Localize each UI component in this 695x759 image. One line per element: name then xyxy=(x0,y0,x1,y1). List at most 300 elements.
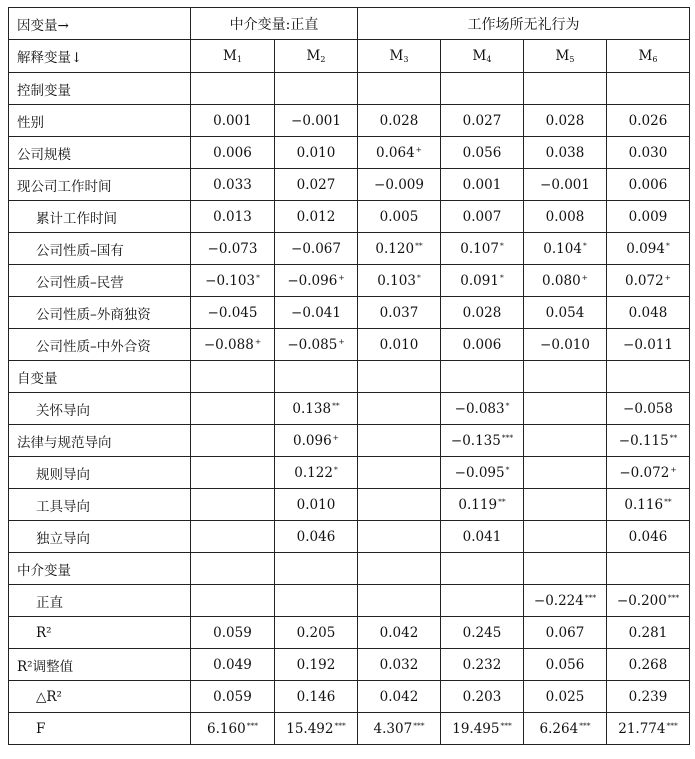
row-label: R² xyxy=(9,617,191,649)
row-label: 法律与规范导向 xyxy=(9,425,191,457)
significance-marker: + xyxy=(254,336,262,346)
row-label: 累计工作时间 xyxy=(9,201,191,233)
coefficient-value: 0.072 xyxy=(625,272,664,289)
coefficient-cell xyxy=(358,617,441,649)
significance-marker: + xyxy=(581,272,588,282)
model-subscript: 1 xyxy=(236,55,242,64)
model-header-m1 xyxy=(191,40,275,73)
row-label: 公司性质–中外合资 xyxy=(9,329,191,361)
coefficient-cell xyxy=(275,457,358,489)
coefficient-cell xyxy=(524,105,607,137)
coefficient-cell xyxy=(358,681,441,713)
coefficient-value: 0.010 xyxy=(296,144,336,161)
coefficient-cell xyxy=(607,457,690,489)
coefficient-value: 0.001 xyxy=(213,112,252,129)
significance-marker: + xyxy=(338,336,345,346)
model-header-m4 xyxy=(441,40,524,73)
coefficient-value: 0.067 xyxy=(545,624,585,641)
row-label: 自变量 xyxy=(9,361,191,393)
coefficient-value: 6.160 xyxy=(207,720,246,737)
coefficient-cell xyxy=(441,233,524,265)
model-header-m3 xyxy=(358,40,441,73)
coefficient-value: 0.030 xyxy=(628,144,668,161)
coefficient-cell xyxy=(358,105,441,137)
table-row xyxy=(9,265,690,297)
coefficient-value: 0.037 xyxy=(379,304,419,321)
coefficient-value: 0.025 xyxy=(545,688,585,705)
coefficient-value: 0.046 xyxy=(296,528,336,545)
coefficient-value: 0.239 xyxy=(628,688,668,705)
coefficient-value: 0.010 xyxy=(296,496,336,513)
coefficient-cell xyxy=(191,105,275,137)
coefficient-cell xyxy=(524,137,607,169)
coefficient-cell xyxy=(191,617,275,649)
coefficient-cell xyxy=(441,137,524,169)
table-row xyxy=(9,393,690,425)
significance-marker: + xyxy=(670,464,677,474)
table-row xyxy=(9,329,690,361)
coefficient-cell xyxy=(607,361,690,393)
coefficient-cell xyxy=(358,457,441,489)
coefficient-value: −0.224 xyxy=(533,592,584,609)
significance-marker: *** xyxy=(246,720,258,730)
table-row xyxy=(9,137,690,169)
coefficient-cell xyxy=(607,585,690,617)
row-label: 控制变量 xyxy=(9,73,191,105)
regression-table xyxy=(8,7,690,745)
table-row xyxy=(9,457,690,489)
coefficient-cell xyxy=(441,297,524,329)
coefficient-cell xyxy=(441,521,524,553)
coefficient-value: −0.115 xyxy=(618,432,669,449)
coefficient-cell xyxy=(358,489,441,521)
coefficient-cell xyxy=(524,329,607,361)
coefficient-value: 0.028 xyxy=(379,112,419,129)
coefficient-cell xyxy=(441,457,524,489)
coefficient-cell xyxy=(191,425,275,457)
coefficient-value: 0.027 xyxy=(462,112,502,129)
coefficient-cell xyxy=(275,169,358,201)
table-row xyxy=(9,713,690,745)
coefficient-value: 0.205 xyxy=(296,624,336,641)
model-base: M xyxy=(389,48,404,64)
row-label: 性别 xyxy=(9,105,191,137)
coefficient-value: 0.054 xyxy=(545,304,585,321)
coefficient-cell xyxy=(275,585,358,617)
coefficient-cell xyxy=(441,105,524,137)
table-row xyxy=(9,585,690,617)
table-row xyxy=(9,233,690,265)
row-label: 公司性质–国有 xyxy=(9,233,191,265)
coefficient-cell xyxy=(441,617,524,649)
coefficient-value: −0.103 xyxy=(205,272,256,289)
coefficient-cell xyxy=(607,681,690,713)
coefficient-cell xyxy=(275,73,358,105)
coefficient-value: 19.495 xyxy=(452,720,500,737)
coefficient-value: 0.138 xyxy=(292,400,332,417)
row-label: 规则导向 xyxy=(9,457,191,489)
coefficient-value: 0.281 xyxy=(628,624,668,641)
coefficient-cell xyxy=(607,393,690,425)
coefficient-cell xyxy=(441,649,524,681)
significance-marker: ** xyxy=(664,496,672,506)
coefficient-value: 0.268 xyxy=(628,656,668,673)
coefficient-cell xyxy=(441,393,524,425)
coefficient-cell xyxy=(191,489,275,521)
coefficient-value: 0.001 xyxy=(462,176,502,193)
table-row xyxy=(9,201,690,233)
row-label: 工具导向 xyxy=(9,489,191,521)
coefficient-cell xyxy=(191,73,275,105)
coefficient-cell xyxy=(191,585,275,617)
coefficient-value: −0.083 xyxy=(454,400,505,417)
coefficient-cell xyxy=(358,649,441,681)
significance-marker: *** xyxy=(334,720,346,730)
significance-marker: * xyxy=(333,464,338,474)
coefficient-cell xyxy=(191,265,275,297)
coefficient-value: 0.006 xyxy=(628,176,668,193)
coefficient-cell xyxy=(358,73,441,105)
coefficient-cell xyxy=(441,73,524,105)
coefficient-value: 0.120 xyxy=(375,240,415,257)
coefficient-cell xyxy=(607,201,690,233)
coefficient-value: 0.064 xyxy=(376,144,415,161)
table-row xyxy=(9,297,690,329)
coefficient-value: −0.058 xyxy=(623,400,673,417)
coefficient-value: −0.085 xyxy=(287,336,338,353)
coefficient-cell xyxy=(275,265,358,297)
coefficient-cell xyxy=(358,233,441,265)
coefficient-cell xyxy=(358,361,441,393)
significance-marker: + xyxy=(332,432,339,442)
coefficient-cell xyxy=(524,649,607,681)
coefficient-cell xyxy=(607,233,690,265)
coefficient-cell xyxy=(441,681,524,713)
coefficient-cell xyxy=(607,649,690,681)
coefficient-value: 0.028 xyxy=(462,304,502,321)
coefficient-value: 0.041 xyxy=(462,528,502,545)
table-row xyxy=(9,73,690,105)
coefficient-value: 0.146 xyxy=(296,688,336,705)
coefficient-value: 0.091 xyxy=(460,272,499,289)
coefficient-value: 0.033 xyxy=(213,176,252,193)
table-row xyxy=(9,105,690,137)
coefficient-cell xyxy=(524,617,607,649)
model-header-m5 xyxy=(524,40,607,73)
model-subscript: 4 xyxy=(486,55,492,64)
model-subscript: 3 xyxy=(403,55,409,64)
coefficient-value: 0.122 xyxy=(294,464,333,481)
coefficient-cell xyxy=(441,329,524,361)
coefficient-value: −0.072 xyxy=(619,464,670,481)
coefficient-value: 0.107 xyxy=(460,240,499,257)
coefficient-value: 0.042 xyxy=(379,688,419,705)
coefficient-cell xyxy=(358,425,441,457)
coefficient-cell xyxy=(607,713,690,745)
coefficient-cell xyxy=(275,713,358,745)
coefficient-cell xyxy=(607,73,690,105)
coefficient-cell xyxy=(607,137,690,169)
coefficient-value: 0.056 xyxy=(462,144,502,161)
coefficient-cell xyxy=(275,681,358,713)
coefficient-value: 0.010 xyxy=(379,336,419,353)
group-header-mediator: 中介变量:正直 xyxy=(191,8,358,40)
table-row xyxy=(9,361,690,393)
coefficient-cell xyxy=(191,713,275,745)
model-header-m2 xyxy=(275,40,358,73)
coefficient-cell xyxy=(275,393,358,425)
coefficient-value: −0.001 xyxy=(540,176,590,193)
coefficient-value: 0.192 xyxy=(296,656,336,673)
coefficient-cell xyxy=(441,169,524,201)
row-label: 正直 xyxy=(9,585,191,617)
coefficient-cell xyxy=(275,553,358,585)
coefficient-value: 0.048 xyxy=(628,304,668,321)
coefficient-value: 0.203 xyxy=(462,688,502,705)
coefficient-value: −0.041 xyxy=(291,304,341,321)
coefficient-cell xyxy=(358,521,441,553)
coefficient-cell xyxy=(524,265,607,297)
coefficient-cell xyxy=(524,73,607,105)
coefficient-value: −0.011 xyxy=(623,336,673,353)
significance-marker: + xyxy=(664,272,671,282)
coefficient-value: −0.073 xyxy=(207,240,258,257)
coefficient-cell xyxy=(191,361,275,393)
table-row xyxy=(9,425,690,457)
significance-marker: ** xyxy=(415,240,423,250)
coefficient-cell xyxy=(191,553,275,585)
coefficient-cell xyxy=(524,233,607,265)
table-row xyxy=(9,553,690,585)
row-label: △R² xyxy=(9,681,191,713)
coefficient-value: −0.010 xyxy=(540,336,590,353)
coefficient-value: 0.009 xyxy=(628,208,668,225)
coefficient-cell xyxy=(607,553,690,585)
header-row-groups xyxy=(9,8,690,40)
coefficient-cell xyxy=(191,681,275,713)
significance-marker: * xyxy=(499,240,504,250)
coefficient-cell xyxy=(275,233,358,265)
coefficient-value: −0.067 xyxy=(291,240,341,257)
coefficient-cell xyxy=(191,201,275,233)
coefficient-value: 21.774 xyxy=(618,720,666,737)
coefficient-cell xyxy=(524,297,607,329)
row-label: 公司性质–外商独资 xyxy=(9,297,191,329)
coefficient-value: 0.008 xyxy=(545,208,585,225)
coefficient-cell xyxy=(524,521,607,553)
coefficient-cell xyxy=(524,201,607,233)
coefficient-cell xyxy=(358,553,441,585)
coefficient-cell xyxy=(607,169,690,201)
coefficient-cell xyxy=(441,553,524,585)
coefficient-cell xyxy=(275,361,358,393)
coefficient-cell xyxy=(441,713,524,745)
coefficient-cell xyxy=(358,393,441,425)
coefficient-cell xyxy=(524,713,607,745)
coefficient-cell xyxy=(524,361,607,393)
coefficient-value: 0.245 xyxy=(462,624,502,641)
corner-explanatory-label: 解释变量↓ xyxy=(9,40,191,73)
row-label: 独立导向 xyxy=(9,521,191,553)
coefficient-value: 0.049 xyxy=(213,656,252,673)
significance-marker: *** xyxy=(501,432,514,442)
coefficient-value: −0.095 xyxy=(454,464,505,481)
coefficient-value: 0.232 xyxy=(462,656,502,673)
coefficient-value: 6.264 xyxy=(539,720,579,737)
row-label: 公司性质–民营 xyxy=(9,265,191,297)
coefficient-cell xyxy=(358,329,441,361)
row-label: 现公司工作时间 xyxy=(9,169,191,201)
coefficient-value: 0.104 xyxy=(543,240,582,257)
group-header-outcome: 工作场所无礼行为 xyxy=(358,8,690,40)
coefficient-cell xyxy=(191,521,275,553)
coefficient-value: 0.028 xyxy=(545,112,585,129)
table-row xyxy=(9,169,690,201)
coefficient-cell xyxy=(275,297,358,329)
coefficient-cell xyxy=(524,489,607,521)
coefficient-value: 0.046 xyxy=(628,528,668,545)
coefficient-cell xyxy=(358,297,441,329)
coefficient-cell xyxy=(524,457,607,489)
significance-marker: ** xyxy=(669,432,678,442)
coefficient-cell xyxy=(191,393,275,425)
coefficient-cell xyxy=(191,329,275,361)
coefficient-cell xyxy=(524,553,607,585)
significance-marker: *** xyxy=(666,720,678,730)
coefficient-value: 0.032 xyxy=(379,656,419,673)
coefficient-value: 0.027 xyxy=(296,176,336,193)
significance-marker: * xyxy=(582,240,587,250)
model-base: M xyxy=(555,48,570,64)
coefficient-cell xyxy=(524,393,607,425)
significance-marker: * xyxy=(256,272,260,282)
coefficient-value: 0.038 xyxy=(545,144,585,161)
coefficient-value: 0.080 xyxy=(542,272,581,289)
coefficient-cell xyxy=(358,169,441,201)
coefficient-value: −0.001 xyxy=(291,112,341,129)
coefficient-value: −0.200 xyxy=(616,592,667,609)
coefficient-value: 0.096 xyxy=(293,432,332,449)
coefficient-cell xyxy=(524,425,607,457)
coefficient-cell xyxy=(358,265,441,297)
table-row xyxy=(9,489,690,521)
table-row xyxy=(9,681,690,713)
coefficient-cell xyxy=(275,489,358,521)
coefficient-cell xyxy=(358,585,441,617)
coefficient-cell xyxy=(441,585,524,617)
coefficient-cell xyxy=(191,457,275,489)
significance-marker: * xyxy=(499,272,504,282)
coefficient-value: 0.056 xyxy=(545,656,585,673)
significance-marker: + xyxy=(338,272,345,282)
coefficient-cell xyxy=(358,713,441,745)
row-label: 关怀导向 xyxy=(9,393,191,425)
model-base: M xyxy=(306,48,321,64)
coefficient-cell xyxy=(358,137,441,169)
coefficient-cell xyxy=(275,425,358,457)
coefficient-cell xyxy=(275,521,358,553)
coefficient-value: 15.492 xyxy=(286,720,334,737)
significance-marker: ** xyxy=(332,400,340,410)
header-row-models xyxy=(9,40,690,73)
coefficient-cell xyxy=(191,649,275,681)
coefficient-value: −0.045 xyxy=(207,304,258,321)
coefficient-value: 0.094 xyxy=(626,240,665,257)
coefficient-cell xyxy=(441,425,524,457)
coefficient-cell xyxy=(358,201,441,233)
table-body xyxy=(9,8,690,745)
row-label: 中介变量 xyxy=(9,553,191,585)
coefficient-cell xyxy=(191,233,275,265)
coefficient-cell xyxy=(275,649,358,681)
coefficient-cell xyxy=(441,201,524,233)
model-subscript: 5 xyxy=(569,55,575,64)
coefficient-cell xyxy=(607,521,690,553)
coefficient-value: 0.042 xyxy=(379,624,419,641)
coefficient-value: 4.307 xyxy=(373,720,413,737)
coefficient-cell xyxy=(191,137,275,169)
significance-marker: * xyxy=(505,400,510,410)
coefficient-cell xyxy=(607,617,690,649)
coefficient-value: 0.026 xyxy=(628,112,668,129)
coefficient-cell xyxy=(607,265,690,297)
coefficient-cell xyxy=(607,425,690,457)
coefficient-value: −0.088 xyxy=(203,336,254,353)
coefficient-cell xyxy=(607,105,690,137)
row-label: F xyxy=(9,713,191,745)
coefficient-value: 0.012 xyxy=(296,208,336,225)
coefficient-value: 0.013 xyxy=(213,208,252,225)
coefficient-cell xyxy=(275,105,358,137)
model-header-m6 xyxy=(607,40,690,73)
row-label: R²调整值 xyxy=(9,649,191,681)
significance-marker: * xyxy=(665,240,670,250)
coefficient-cell xyxy=(441,489,524,521)
row-label: 公司规模 xyxy=(9,137,191,169)
table-row xyxy=(9,521,690,553)
coefficient-value: −0.096 xyxy=(287,272,338,289)
coefficient-value: −0.009 xyxy=(374,176,424,193)
coefficient-cell xyxy=(191,169,275,201)
significance-marker: ** xyxy=(498,496,506,506)
coefficient-cell xyxy=(191,297,275,329)
model-subscript: 6 xyxy=(652,55,658,64)
significance-marker: * xyxy=(505,464,510,474)
coefficient-value: 0.116 xyxy=(624,496,664,513)
coefficient-cell xyxy=(275,201,358,233)
coefficient-value: −0.135 xyxy=(450,432,501,449)
coefficient-cell xyxy=(275,617,358,649)
coefficient-cell xyxy=(607,489,690,521)
coefficient-cell xyxy=(524,585,607,617)
table-row xyxy=(9,649,690,681)
model-subscript: 2 xyxy=(320,55,326,64)
coefficient-cell xyxy=(441,265,524,297)
model-base: M xyxy=(223,48,237,64)
coefficient-cell xyxy=(441,361,524,393)
significance-marker: *** xyxy=(584,592,597,602)
significance-marker: *** xyxy=(579,720,591,730)
coefficient-cell xyxy=(524,169,607,201)
coefficient-value: 0.006 xyxy=(213,144,252,161)
coefficient-cell xyxy=(607,329,690,361)
model-base: M xyxy=(472,48,487,64)
significance-marker: * xyxy=(416,272,421,282)
coefficient-value: 0.006 xyxy=(462,336,502,353)
coefficient-value: 0.005 xyxy=(379,208,419,225)
coefficient-value: 0.103 xyxy=(377,272,416,289)
coefficient-value: 0.059 xyxy=(213,624,252,641)
